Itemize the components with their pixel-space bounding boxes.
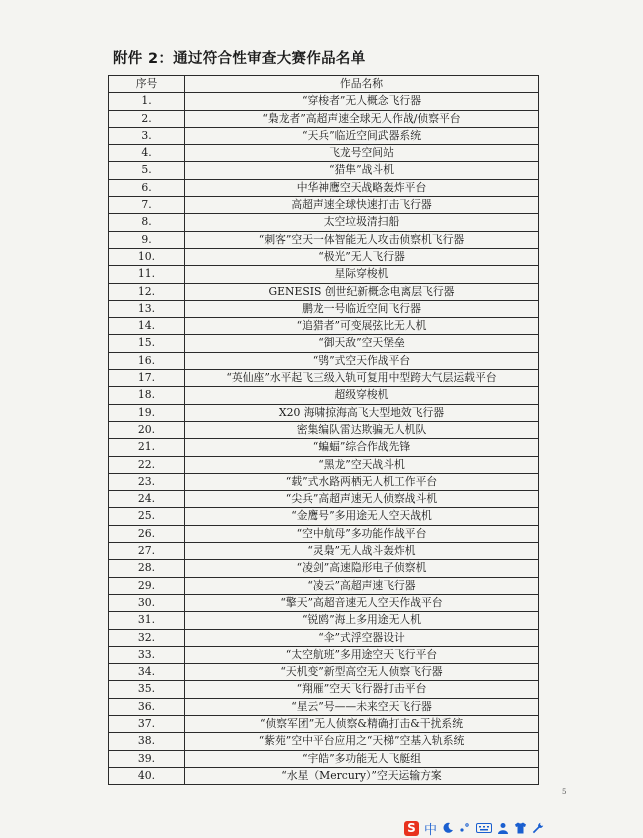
table-row <box>109 335 539 352</box>
row-work-name: “侦察军团”无人侦察&精确打击&干扰系统 <box>185 715 539 732</box>
row-work-name: “穿梭者”无人概念飞行器 <box>185 93 539 110</box>
row-work-name: “刺客”空天一体智能无人攻击侦察机飞行器 <box>185 231 539 248</box>
table-row <box>109 318 539 335</box>
row-number: 29. <box>109 577 185 594</box>
row-number: 2. <box>109 110 185 127</box>
table-row <box>109 214 539 231</box>
table-row <box>109 197 539 214</box>
row-number: 18. <box>109 387 185 404</box>
row-number: 36. <box>109 698 185 715</box>
row-number: 17. <box>109 370 185 387</box>
row-work-name: “翔雁”空天飞行器打击平台 <box>185 681 539 698</box>
row-work-name: “灵梟”无人战斗轰炸机 <box>185 543 539 560</box>
table-row <box>109 560 539 577</box>
row-number: 5. <box>109 162 185 179</box>
row-work-name: 密集编队雷达欺骗无人机队 <box>185 421 539 438</box>
header-name: 作品名称 <box>185 76 539 93</box>
row-number: 6. <box>109 179 185 196</box>
table-row <box>109 681 539 698</box>
row-work-name: 中华神鹰空天战略轰炸平台 <box>185 179 539 196</box>
header-number: 序号 <box>109 76 185 93</box>
table-row <box>109 664 539 681</box>
table-row <box>109 93 539 110</box>
row-work-name: “载”式水路两栖无人机工作平台 <box>185 473 539 490</box>
row-work-name: “空中航母”多功能作战平台 <box>185 525 539 542</box>
row-number: 30. <box>109 594 185 611</box>
table-row <box>109 231 539 248</box>
row-work-name: “宇皓”多功能无人飞艇组 <box>185 750 539 767</box>
row-work-name: 星际穿梭机 <box>185 266 539 283</box>
keyboard-icon[interactable] <box>476 822 492 834</box>
table-row <box>109 248 539 265</box>
row-work-name: X20 海啸掠海高飞大型地效飞行器 <box>185 404 539 421</box>
row-number: 9. <box>109 231 185 248</box>
row-work-name: “天兵”临近空间武器系统 <box>185 127 539 144</box>
row-work-name: “伞”式浮空器设计 <box>185 629 539 646</box>
table-header-row <box>109 76 539 93</box>
sogou-logo-icon[interactable]: S <box>404 821 419 836</box>
table-row <box>109 145 539 162</box>
row-work-name: “追猎者”可变展弦比无人机 <box>185 318 539 335</box>
row-number: 28. <box>109 560 185 577</box>
row-number: 32. <box>109 629 185 646</box>
table-row <box>109 300 539 317</box>
table-row <box>109 543 539 560</box>
row-number: 1. <box>109 93 185 110</box>
row-work-name: “御天敌”空天堡垒 <box>185 335 539 352</box>
row-work-name: “尖兵”高超声速无人侦察战斗机 <box>185 491 539 508</box>
table-row <box>109 473 539 490</box>
row-work-name: “水星（Mercury）”空天运输方案 <box>185 767 539 784</box>
row-number: 27. <box>109 543 185 560</box>
table-row <box>109 767 539 784</box>
row-work-name: “金鹰号”多用途无人空天战机 <box>185 508 539 525</box>
input-mode-toggle[interactable]: 中 <box>424 822 438 838</box>
row-work-name: “擎天”高超音速无人空天作战平台 <box>185 594 539 611</box>
row-work-name: “鸮”式空天作战平台 <box>185 352 539 369</box>
table-row <box>109 508 539 525</box>
row-number: 16. <box>109 352 185 369</box>
ime-toolbar[interactable] <box>404 819 544 837</box>
row-work-name: “梟龙者”高超声速全球无人作战/侦察平台 <box>185 110 539 127</box>
row-work-name: “星云”号——未来空天飞行器 <box>185 698 539 715</box>
row-work-name: 飞龙号空间站 <box>185 145 539 162</box>
row-work-name: “天机变”新型高空无人侦察飞行器 <box>185 664 539 681</box>
table-row <box>109 698 539 715</box>
row-work-name: GENESIS 创世纪新概念电离层飞行器 <box>185 283 539 300</box>
user-icon[interactable] <box>497 822 509 834</box>
table-row <box>109 629 539 646</box>
row-number: 40. <box>109 767 185 784</box>
wrench-icon[interactable] <box>532 822 544 834</box>
row-work-name: 高超声速全球快速打击飞行器 <box>185 197 539 214</box>
table-row <box>109 577 539 594</box>
shirt-icon[interactable] <box>514 822 527 834</box>
row-number: 10. <box>109 248 185 265</box>
row-work-name: “锐鸥”海上多用途无人机 <box>185 612 539 629</box>
row-number: 21. <box>109 439 185 456</box>
row-number: 23. <box>109 473 185 490</box>
table-row <box>109 404 539 421</box>
row-work-name: “凌剑”高速隐形电子侦察机 <box>185 560 539 577</box>
table-row <box>109 491 539 508</box>
row-work-name: “紫苑”空中平台应用之“天梯”空基入轨系统 <box>185 733 539 750</box>
row-number: 7. <box>109 197 185 214</box>
row-work-name: 超级穿梭机 <box>185 387 539 404</box>
row-number: 26. <box>109 525 185 542</box>
table-row <box>109 387 539 404</box>
row-work-name: “太空航班”多用途空天飞行平台 <box>185 646 539 663</box>
table-row <box>109 612 539 629</box>
table-row <box>109 646 539 663</box>
table-row <box>109 352 539 369</box>
row-number: 25. <box>109 508 185 525</box>
table-row <box>109 525 539 542</box>
table-row <box>109 733 539 750</box>
table-row <box>109 715 539 732</box>
table-row <box>109 750 539 767</box>
row-number: 8. <box>109 214 185 231</box>
row-number: 3. <box>109 127 185 144</box>
page-title: 附件 2：通过符合性审查大赛作品名单 <box>113 51 366 67</box>
row-work-name: “蝙蝠”综合作战先锋 <box>185 439 539 456</box>
table-row <box>109 370 539 387</box>
row-work-name: “黑龙”空天战斗机 <box>185 456 539 473</box>
table-row <box>109 266 539 283</box>
row-work-name: “英仙座”水平起飞三级入轨可复用中型跨大气层运载平台 <box>185 370 539 387</box>
row-number: 14. <box>109 318 185 335</box>
row-number: 22. <box>109 456 185 473</box>
page-number: 5 <box>562 788 567 796</box>
row-work-name: “凌云”高超声速飞行器 <box>185 577 539 594</box>
moon-icon[interactable] <box>442 822 454 834</box>
table-row <box>109 179 539 196</box>
row-number: 11. <box>109 266 185 283</box>
punctuation-icon[interactable] <box>459 822 471 834</box>
row-number: 4. <box>109 145 185 162</box>
table-row <box>109 127 539 144</box>
row-work-name: 太空垃圾清扫船 <box>185 214 539 231</box>
table-row <box>109 283 539 300</box>
row-number: 38. <box>109 733 185 750</box>
row-number: 20. <box>109 421 185 438</box>
row-number: 19. <box>109 404 185 421</box>
row-number: 33. <box>109 646 185 663</box>
row-work-name: “猎隼”战斗机 <box>185 162 539 179</box>
row-number: 37. <box>109 715 185 732</box>
table-row <box>109 421 539 438</box>
table-row <box>109 110 539 127</box>
table-row <box>109 162 539 179</box>
row-number: 15. <box>109 335 185 352</box>
row-number: 39. <box>109 750 185 767</box>
row-number: 24. <box>109 491 185 508</box>
works-table <box>108 75 539 785</box>
row-work-name: 鹏龙一号临近空间飞行器 <box>185 300 539 317</box>
table-row <box>109 439 539 456</box>
row-number: 34. <box>109 664 185 681</box>
table-row <box>109 456 539 473</box>
row-number: 31. <box>109 612 185 629</box>
row-work-name: “极光”无人飞行器 <box>185 248 539 265</box>
table-row <box>109 594 539 611</box>
row-number: 13. <box>109 300 185 317</box>
row-number: 12. <box>109 283 185 300</box>
row-number: 35. <box>109 681 185 698</box>
